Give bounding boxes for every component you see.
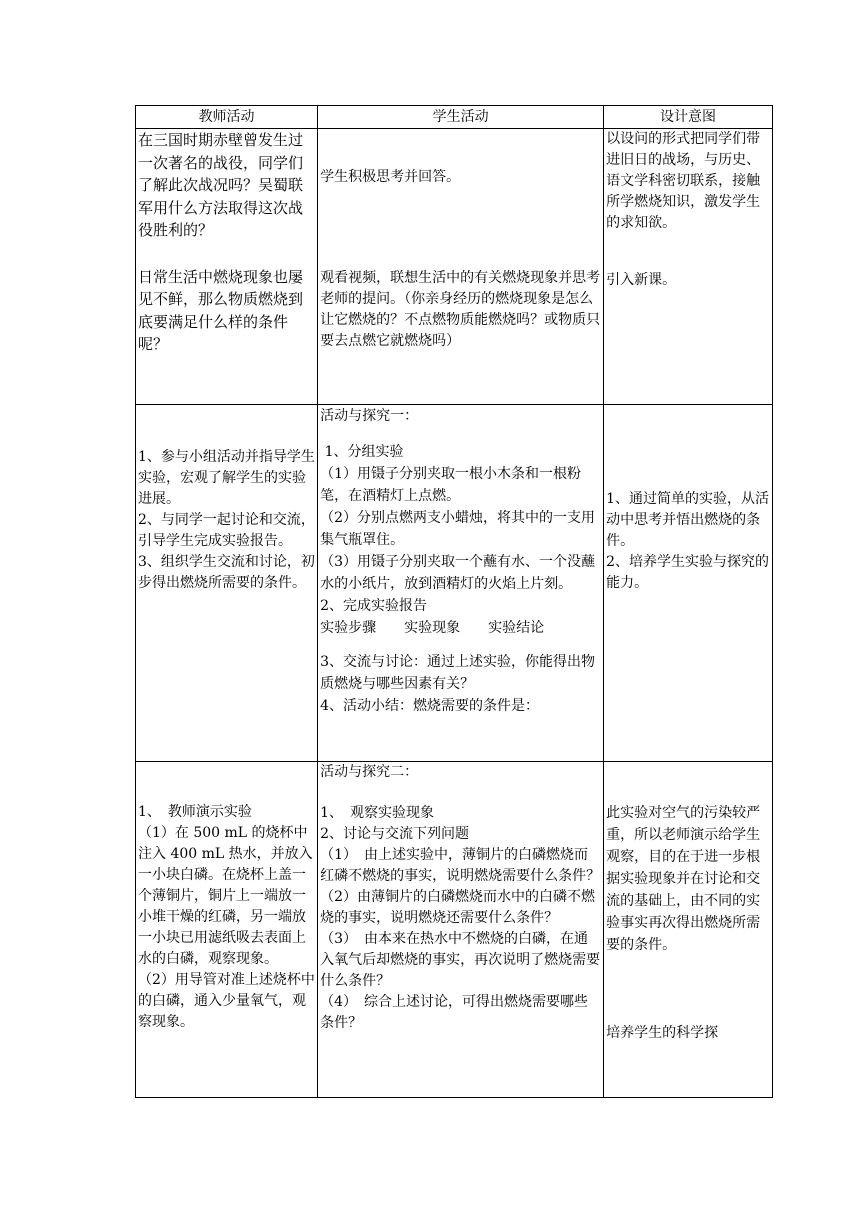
intent-cell <box>604 129 773 405</box>
intent-cell <box>604 762 773 1098</box>
text-paragraph: （1） 由上述实验中，薄铜片的白磷燃烧而红磷不燃烧的事实，说明燃烧需要什么条件？ <box>320 847 601 884</box>
student-cell <box>318 129 604 405</box>
text-paragraph: （2）由薄铜片的白磷燃烧而水中的白磷不燃烧的事实，说明燃烧还需要什么条件？ <box>320 889 596 926</box>
table-row <box>136 405 773 762</box>
text-paragraph: 引入新课。 <box>606 272 677 288</box>
text-paragraph: 2、完成实验报告 <box>320 598 428 614</box>
text-paragraph: 实验步骤 实验现象 实验结论 <box>320 620 545 636</box>
text-paragraph: 此实验对空气的污染较严重，所以老师演示给学生观察，目的在于进一步根据实验现象并在讨论和交流的基础上，由不同的实验事实再次得出燃烧所需要的条件。 <box>606 805 761 953</box>
text-paragraph: 培养学生的科学探 <box>606 1025 719 1041</box>
text-paragraph: 观看视频，联想生活中的有关燃烧现象并思考老师的提问。（你亲身经历的燃烧现象是怎么让它燃烧的？不点燃物质能燃烧吗？或物质只要去点燃它就燃烧吗） <box>320 270 601 349</box>
text-paragraph: 1、 教师演示实验 <box>138 804 252 820</box>
intent-cell <box>604 405 773 762</box>
text-paragraph: 以设问的形式把同学们带进旧日的战场，与历史、语文学科密切联系，接触所学燃烧知识，激发学生的求知欲。 <box>606 131 761 231</box>
text-paragraph: 4、活动小结：燃烧需要的条件是： <box>320 698 540 714</box>
teacher-cell <box>136 129 318 405</box>
lesson-plan-table <box>135 105 773 1098</box>
text-paragraph: 日常生活中燃烧现象也屡见不鲜，那么物质燃烧到底要满足什么样的条件呢？ <box>138 267 304 353</box>
text-paragraph: （3） 由本来在热水中不燃烧的白磷，在通入氧气后却燃烧的事实，再次说明了燃烧需要什么条件？ <box>320 931 601 989</box>
teacher-cell <box>136 405 318 762</box>
table-row <box>136 762 773 1098</box>
header-intent: 设计意图 <box>604 106 773 129</box>
text-paragraph: 3、交流与讨论：通过上述实验，你能得出物质燃烧与哪些因素有关？ <box>320 654 596 692</box>
text-paragraph: （1）用镊子分别夹取一根小木条和一根粉笔，在酒精灯上点燃。 <box>320 466 582 504</box>
text-paragraph: （2）用导管对准上述烧杯中的白磷，通入少量氧气，观察现象。 <box>138 972 315 1030</box>
text-paragraph: （2）分别点燃两支小蜡烛，将其中的一支用集气瓶罩住。 <box>320 510 596 548</box>
text-paragraph: 活动与探究二： <box>320 764 419 780</box>
text-paragraph: 活动与探究一： <box>320 408 419 424</box>
teacher-cell <box>136 762 318 1098</box>
header-teacher: 教师活动 <box>136 106 318 129</box>
text-paragraph: 2、与同学一起讨论和交流，引导学生完成实验报告。 <box>138 512 315 549</box>
text-paragraph: 学生积极思考并回答。 <box>320 169 461 185</box>
header-row <box>136 106 773 129</box>
text-paragraph: 1、通过简单的实验，从活动中思考并悟出燃烧的条件。 <box>606 491 769 549</box>
text-paragraph: 1、 观察实验现象 <box>320 805 435 821</box>
text-paragraph: （4） 综合上述讨论，可得出燃烧需要哪些条件？ <box>320 994 589 1031</box>
text-paragraph: 在三国时期赤壁曾发生过一次著名的战役，同学们了解此次战况吗？吴蜀联军用什么方法取得这次战役胜利的？ <box>138 131 304 239</box>
student-cell <box>318 405 604 762</box>
text-paragraph: 1、参与小组活动并指导学生实验，宏观了解学生的实验进展。 <box>138 449 315 507</box>
text-paragraph: 2、培养学生实验与探究的能力。 <box>606 554 769 591</box>
text-paragraph: （1）在 500 mL 的烧杯中注入 400 mL 热水，并放入一小块白磷。在烧杯上盖一个薄铜片，铜片上一端放一小堆干燥的红磷，另一端放一小块已用滤纸吸去表面上水的白磷，观察现象。 <box>138 825 313 967</box>
table-row <box>136 129 773 405</box>
text-paragraph: 1、分组实验 <box>320 444 404 460</box>
student-cell <box>318 762 604 1098</box>
text-paragraph: 2、讨论与交流下列问题 <box>320 826 470 842</box>
header-student: 学生活动 <box>318 106 604 129</box>
text-paragraph: 3、组织学生交流和讨论，初步得出燃烧所需要的条件。 <box>138 554 315 591</box>
text-paragraph: （3）用镊子分别夹取一个蘸有水、一个没蘸水的小纸片，放到酒精灯的火焰上片刻。 <box>320 554 596 592</box>
